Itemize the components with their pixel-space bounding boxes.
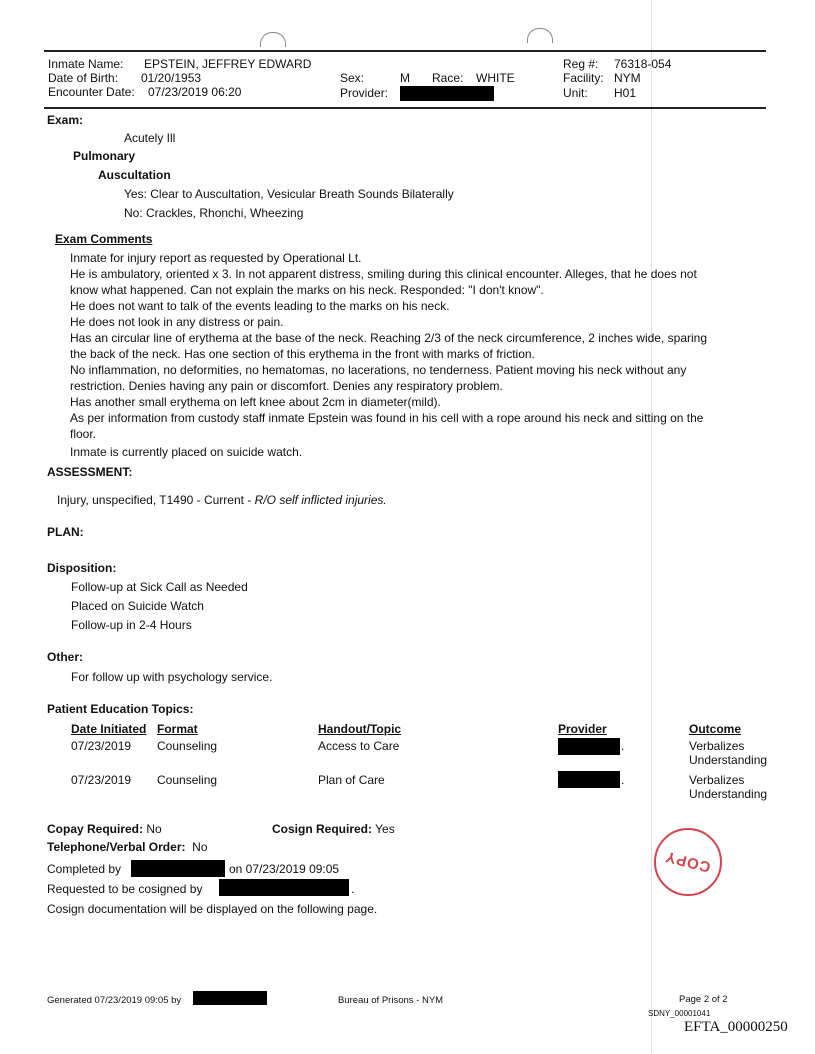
row-outcome-line2: Understanding <box>689 753 768 767</box>
completed-on: on 07/23/2019 09:05 <box>229 862 340 876</box>
education-heading: Patient Education Topics: <box>47 702 194 716</box>
disposition-item: Follow-up at Sick Call as Needed <box>71 580 248 594</box>
requested-by-label: Requested to be cosigned by <box>47 882 203 896</box>
row-provider-redaction <box>558 738 620 755</box>
footer-efta-id: EFTA_00000250 <box>684 1019 788 1035</box>
disposition-heading: Disposition: <box>47 561 117 575</box>
copy-stamp <box>654 828 722 896</box>
disposition-item: Follow-up in 2-4 Hours <box>71 618 192 632</box>
exam-comment-line: As per information from custody staff inmate Epstein was found in his cell with a rope around his neck and sitting on the <box>70 411 704 425</box>
col-provider: Provider <box>558 722 607 736</box>
footer-sdny-id: SDNY_00001041 <box>648 1009 711 1018</box>
exam-comment-line: Has an circular line of erythema at the base of the neck. Reaching 2/3 of the neck circumference, 2 inches wide, sparing <box>70 331 708 345</box>
exam-comment-line: Inmate for injury report as requested by Operational Lt. <box>70 251 362 265</box>
exam-pulmonary: Pulmonary <box>73 149 136 163</box>
row-date: 07/23/2019 <box>71 773 132 787</box>
exam-yes-findings: Yes: Clear to Auscultation, Vesicular Breath Sounds Bilaterally <box>124 187 454 201</box>
plan-heading: PLAN: <box>47 525 84 539</box>
assessment-note: R/O self inflicted injuries. <box>254 493 387 507</box>
footer-page: Page 2 of 2 <box>679 994 728 1005</box>
other-text: For follow up with psychology service. <box>71 670 273 684</box>
sex-label: Sex: <box>340 71 365 85</box>
verbal-order-label: Telephone/Verbal Order: <box>47 840 186 854</box>
reg-value: 76318-054 <box>614 57 672 71</box>
cosign-value: Yes <box>375 822 395 836</box>
exam-general: Acutely Ill <box>124 131 176 145</box>
row-provider-redaction <box>558 771 620 788</box>
provider-label: Provider: <box>340 86 389 100</box>
cosign-note: Cosign documentation will be displayed on the following page. <box>47 902 378 916</box>
verbal-order-value: No <box>192 840 208 854</box>
col-date-initiated: Date Initiated <box>71 722 147 736</box>
exam-comment-line: Inmate is currently placed on suicide watch. <box>70 445 303 459</box>
exam-no-findings: No: Crackles, Rhonchi, Wheezing <box>124 206 304 220</box>
facility-value: NYM <box>614 71 641 85</box>
encounter-label: Encounter Date: <box>48 85 135 99</box>
row-provider-suffix: . <box>621 739 625 753</box>
sex-value: M <box>400 71 410 85</box>
provider-redaction <box>400 86 494 101</box>
exam-comment-line: the back of the neck. Has one section of this erythema in the front with marks of friction. <box>70 347 535 361</box>
copay-label: Copay Required: <box>47 822 144 836</box>
assessment-heading: ASSESSMENT: <box>47 465 133 479</box>
unit-label: Unit: <box>563 86 588 100</box>
col-outcome: Outcome <box>689 722 742 736</box>
facility-label: Facility: <box>563 71 604 85</box>
col-handout-topic: Handout/Topic <box>318 722 402 736</box>
dob-value: 01/20/1953 <box>141 71 202 85</box>
footer-bureau: Bureau of Prisons - NYM <box>338 995 444 1006</box>
punch-hole-left <box>260 32 286 47</box>
header-bottom-rule <box>44 107 766 109</box>
exam-comment-line: Has another small erythema on left knee about 2cm in diameter(mild). <box>70 395 441 409</box>
exam-comment-line: He is ambulatory, oriented x 3. In not apparent distress, smiling during this clinical encounter. Alleges, that he does not <box>70 267 697 281</box>
row-outcome-line2: Understanding <box>689 787 768 801</box>
completed-by-redaction <box>131 860 225 877</box>
assessment-text <box>57 493 387 508</box>
copay-value: No <box>146 822 162 836</box>
scan-edge-line <box>651 0 652 1054</box>
inmate-name: EPSTEIN, JEFFREY EDWARD <box>144 57 312 71</box>
cosign-row <box>272 822 395 837</box>
dob-label: Date of Birth: <box>48 71 119 85</box>
exam-comment-line: He does not look in any distress or pain. <box>70 315 284 329</box>
row-outcome-line1: Verbalizes <box>689 773 745 787</box>
verbal-order-row <box>47 840 208 855</box>
unit-value: H01 <box>614 86 637 100</box>
reg-label: Reg #: <box>563 57 599 71</box>
race-label: Race: <box>432 71 464 85</box>
col-format: Format <box>157 722 198 736</box>
exam-comment-line: He does not want to talk of the events leading to the marks on his neck. <box>70 299 450 313</box>
other-heading: Other: <box>47 650 83 664</box>
disposition-item: Placed on Suicide Watch <box>71 599 204 613</box>
exam-auscultation: Auscultation <box>98 168 171 182</box>
requested-by-redaction <box>219 879 349 896</box>
completed-by-label: Completed by <box>47 862 122 876</box>
punch-hole-right <box>527 28 553 43</box>
copay-row <box>47 822 162 837</box>
encounter-date: 07/23/2019 06:20 <box>148 85 242 99</box>
row-format: Counseling <box>157 773 218 787</box>
copy-stamp-text: COPY <box>663 848 713 876</box>
row-topic: Access to Care <box>318 739 400 753</box>
header-top-rule <box>44 50 766 52</box>
row-outcome-line1: Verbalizes <box>689 739 745 753</box>
row-format: Counseling <box>157 739 218 753</box>
cosign-label: Cosign Required: <box>272 822 373 836</box>
assessment-diagnosis: Injury, unspecified, T1490 - Current - <box>57 493 255 507</box>
row-date: 07/23/2019 <box>71 739 132 753</box>
footer-generated-redaction <box>193 991 267 1005</box>
exam-comment-line: know what happened. Can not explain the marks on his neck. Responded: "I don't know". <box>70 283 544 297</box>
race-value: WHITE <box>476 71 515 85</box>
exam-comment-line: restriction. Denies having any pain or discomfort. Denies any respiratory problem. <box>70 379 503 393</box>
requested-by-suffix: . <box>351 882 355 896</box>
row-provider-suffix: . <box>621 773 625 787</box>
exam-comment-line: No inflammation, no deformities, no hematomas, no lacerations, no tenderness. Patient moving his neck without any <box>70 363 687 377</box>
row-topic: Plan of Care <box>318 773 385 787</box>
inmate-name-label: Inmate Name: <box>48 57 124 71</box>
exam-comment-line: floor. <box>70 427 97 441</box>
footer-generated: Generated 07/23/2019 09:05 by <box>47 995 182 1006</box>
exam-heading: Exam: <box>47 113 84 127</box>
exam-comments-heading: Exam Comments <box>55 232 153 246</box>
